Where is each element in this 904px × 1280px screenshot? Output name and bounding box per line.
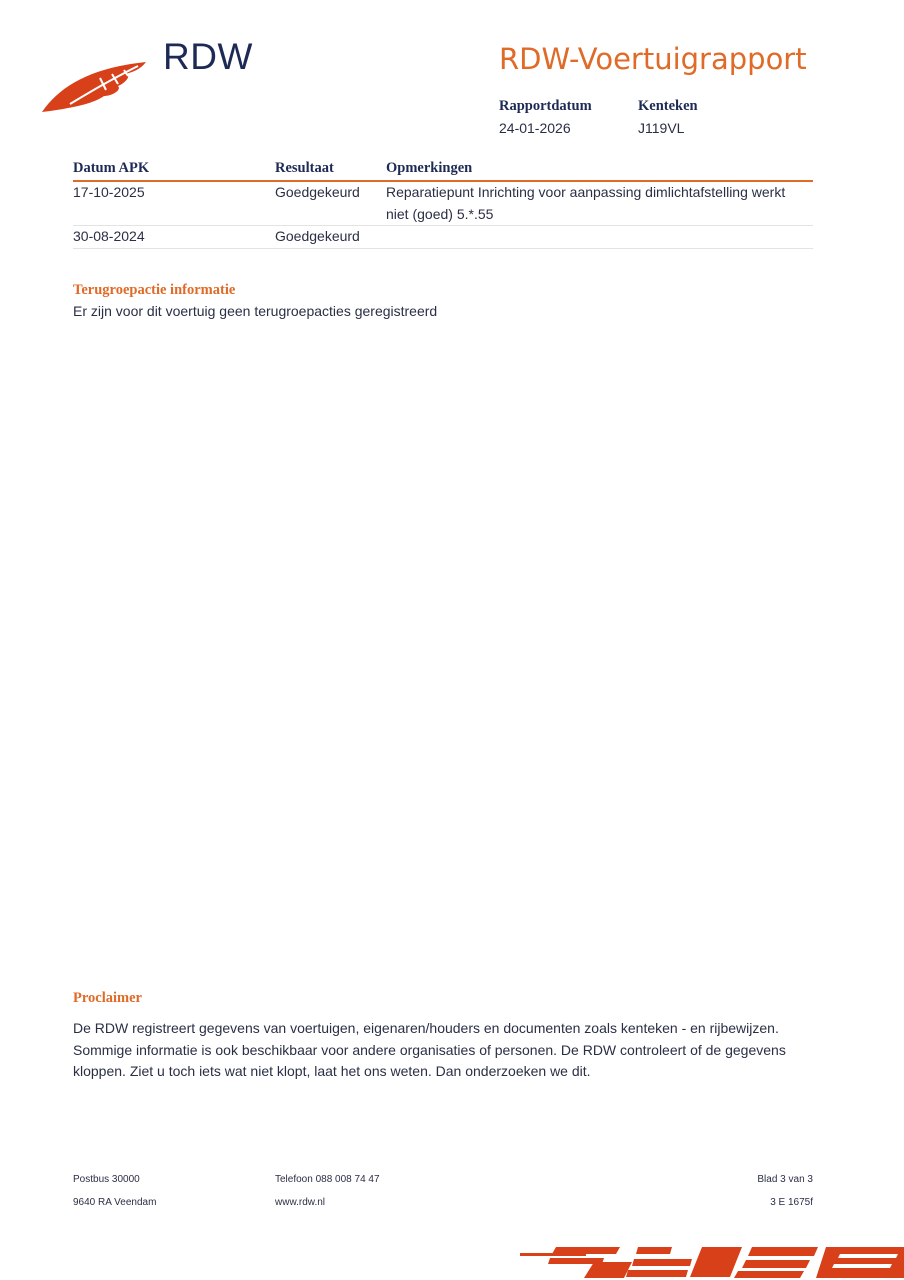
table-row — [73, 182, 813, 226]
report-date-block — [499, 98, 592, 136]
report-title: RDW-Voertuigrapport — [499, 42, 807, 76]
plate-value: J119VL — [638, 120, 685, 136]
proclaimer-line: De RDW registreert gegevens van voertuigen, eigenaren/houders en documenten zoals kenteken - en rijbewijzen. — [73, 1020, 779, 1036]
apk-remarks — [386, 182, 813, 225]
proclaimer-text — [73, 1018, 833, 1083]
plate-label: Kenteken — [638, 98, 698, 114]
footer-website[interactable]: www.rdw.nl — [275, 1197, 326, 1208]
plate-block — [638, 98, 698, 136]
footer-address-line1: Postbus 30000 — [73, 1174, 140, 1185]
table-row — [73, 226, 813, 249]
footer-phone: Telefoon 088 008 74 47 — [275, 1174, 380, 1185]
rdw-stripe-mark — [520, 1244, 904, 1280]
column-header-remarks: Opmerkingen — [386, 160, 473, 176]
table-header — [73, 160, 813, 182]
brand-name: RDW — [163, 36, 253, 77]
apk-remarks — [386, 226, 813, 248]
proclaimer-title: Proclaimer — [73, 990, 142, 1006]
apk-history-table — [73, 160, 813, 249]
report-date-label: Rapportdatum — [499, 98, 592, 114]
apk-remarks-line: Reparatiepunt Inrichting voor aanpassing dimlichtafstelling werkt — [386, 184, 786, 200]
apk-result: Goedgekeurd — [275, 184, 360, 200]
column-header-date: Datum APK — [73, 160, 150, 176]
proclaimer-line: kloppen. Ziet u toch iets wat niet klopt, laat het ons weten. Dan onderzoeken we dit. — [73, 1063, 591, 1079]
footer-address-line2: 9640 RA Veendam — [73, 1197, 157, 1208]
rdw-feather-logo — [40, 56, 150, 116]
page-number: Blad 3 van 3 — [757, 1174, 813, 1185]
apk-date: 17-10-2025 — [73, 184, 145, 200]
document-code: 3 E 1675f — [770, 1197, 813, 1208]
column-header-result: Resultaat — [275, 160, 334, 176]
apk-date: 30-08-2024 — [73, 228, 145, 244]
proclaimer-line: Sommige informatie is ook beschikbaar voor andere organisaties of personen. De RDW controleert of de gegevens — [73, 1041, 786, 1058]
apk-remarks-line: niet (goed) 5.*.55 — [386, 205, 494, 222]
recall-title: Terugroepactie informatie — [73, 282, 236, 298]
apk-result: Goedgekeurd — [275, 228, 360, 244]
recall-text: Er zijn voor dit voertuig geen terugroepacties geregistreerd — [73, 303, 438, 319]
report-date-value: 24-01-2026 — [499, 120, 571, 136]
